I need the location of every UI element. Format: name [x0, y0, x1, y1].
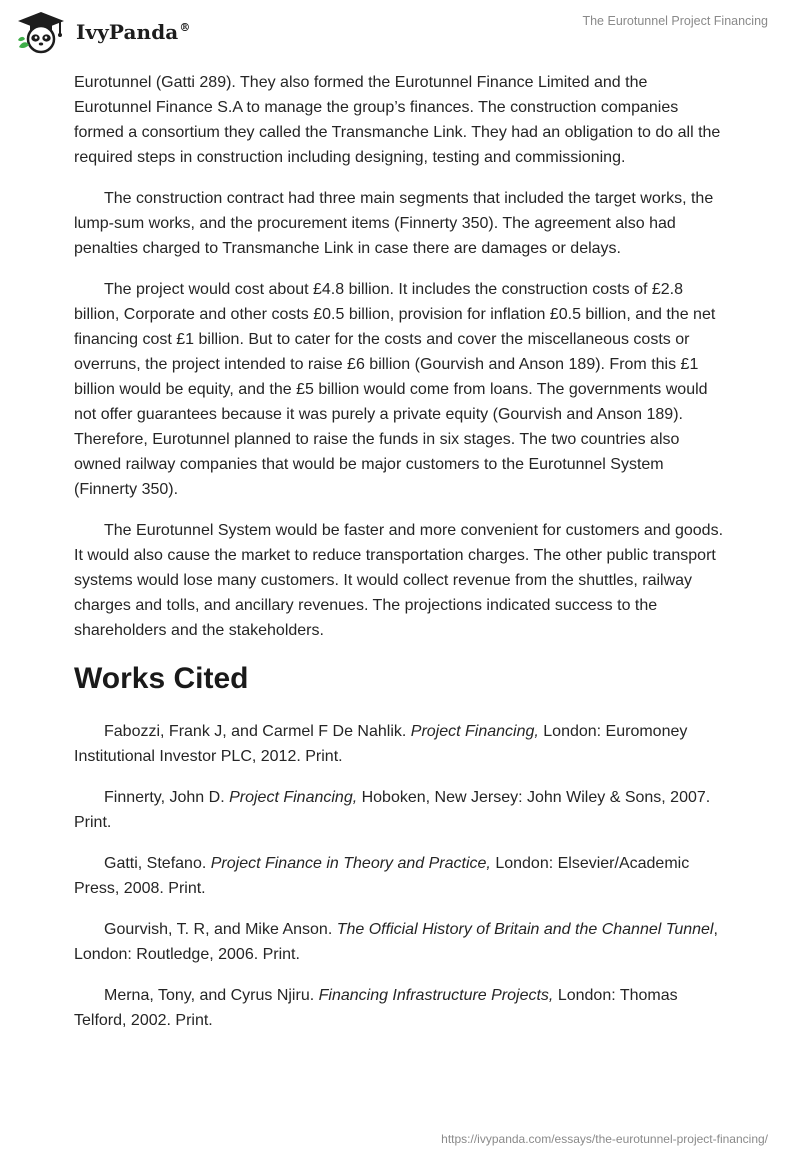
citation-gourvish: Gourvish, T. R, and Mike Anson. The Official History of Britain and the Channel Tunnel, London: Routledge, 2006. Print.: [74, 921, 718, 963]
body-paragraph-2: The construction contract had three main segments that included the target works, the lump-sum works, and the procurement items (Finnerty 350). The agreement also had penalties charged to Transmanche Link in case there are damages or delays.: [74, 190, 714, 257]
document-title: The Eurotunnel Project Financing: [582, 14, 768, 28]
citation-title: Project Financing,: [229, 789, 358, 806]
ivypanda-logo[interactable]: [14, 8, 190, 56]
citation-merna: Merna, Tony, and Cyrus Njiru. Financing Infrastructure Projects, London: Thomas Telford, 2002. Print.: [74, 987, 678, 1029]
citation-fabozzi: Fabozzi, Frank J, and Carmel F De Nahlik. Project Financing, London: Euromoney Institutional Investor PLC, 2012. Print.: [74, 723, 688, 765]
body-paragraph-3: The project would cost about £4.8 billion. It includes the construction costs of £2.8 billion, Corporate and other costs £0.5 billion, provision for inflation £0.5 billion, and the net financing cost £1 billion. But to cater for the costs and cover the miscellaneous costs or overruns, the project intended to raise £6 billion (Gourvish and Anson 189). From this £1 billion would be equity, and the £5 billion would come from loans. The governments would not offer guarantees because it was purely a private equity (Gourvish and Anson 189). Therefore, Eurotunnel planned to raise the funds in six stages. The two countries also owned railway companies that would be major customers to the Eurotunnel System (Finnerty 350).: [74, 281, 716, 498]
source-url[interactable]: https://ivypanda.com/essays/the-eurotunnel-project-financing/: [441, 1132, 768, 1146]
registered-mark: ®: [179, 21, 191, 35]
citation-title: Project Finance in Theory and Practice,: [210, 855, 491, 872]
page-header: [0, 0, 800, 64]
panda-graduate-icon: [14, 10, 68, 54]
works-cited-heading: Works Cited: [74, 662, 249, 695]
body-paragraph-1: Eurotunnel (Gatti 289). They also formed the Eurotunnel Finance Limited and the Eurotunnel Finance S.A to manage the group’s finances. The construction companies formed a consortium they called the Transmanche Link. They had an obligation to do all the required steps in construction including designing, testing and commissioning.: [74, 74, 721, 166]
citation-title: Financing Infrastructure Projects,: [318, 987, 554, 1004]
citation-gatti: Gatti, Stefano. Project Finance in Theory and Practice, London: Elsevier/Academic Press, 2008. Print.: [74, 855, 690, 897]
brand-name: IvyPanda®: [76, 20, 191, 44]
essay-content: [74, 70, 726, 1049]
body-paragraph-4: The Eurotunnel System would be faster and more convenient for customers and goods. It would also cause the market to reduce transportation charges. The other public transport systems would lose many customers. It would collect revenue from the shuttles, railway charges and tolls, and ancillary revenues. The projections indicated success to the shareholders and the stakeholders.: [74, 522, 724, 639]
citation-finnerty: Finnerty, John D. Project Financing, Hoboken, New Jersey: John Wiley & Sons, 2007. Print.: [74, 789, 711, 831]
citation-title: Project Financing,: [410, 723, 539, 740]
citation-title: The Official History of Britain and the Channel Tunnel: [336, 921, 714, 938]
